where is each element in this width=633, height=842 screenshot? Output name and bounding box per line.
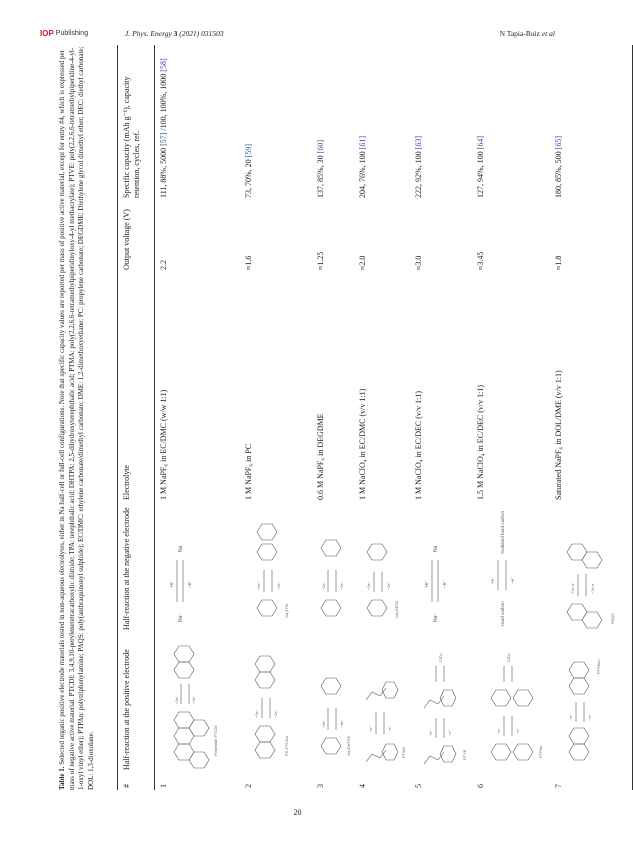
dhtpa-scheme-diagram [316,640,356,770]
svg-text:−2e⁻: −2e⁻ [276,581,281,590]
terephthalate-scheme-diagram [244,505,300,630]
electrolyte-cell: 1 M NaPF₆ in PC [244,443,253,500]
output-voltage-cell: ≈3.0 [414,255,423,270]
capacity-cell [358,48,368,198]
reference-link[interactable]: [61] [358,136,367,150]
svg-text:+4e⁻: +4e⁻ [321,719,326,728]
output-voltage-cell: 2.2 [159,260,168,270]
rotated-table-block [55,40,615,790]
hard-carbon-scheme-diagram [476,505,530,630]
reference-link[interactable]: [63] [414,136,423,150]
row-number: 2 [244,784,253,788]
negative-scheme [316,500,354,630]
output-voltage-cell: ≈1.8 [554,255,563,270]
svg-text:PZ-PTCDA: PZ-PTCDA [284,736,289,756]
svg-text:+2e⁻: +2e⁻ [254,709,259,718]
journal-citation [125,29,500,38]
svg-text:Na₂TPA: Na₂TPA [284,603,289,618]
svg-text:+e⁻: +e⁻ [368,725,373,732]
svg-text:+2e⁻: +2e⁻ [174,695,179,704]
capacity-value: 204, 76%, 100 [358,149,367,198]
positive-scheme [358,630,408,770]
negative-scheme [159,500,199,630]
caption-text: Selected organic positive electrode materials tested in non-aqueous electrolytes, either in Na half-cell or full-cell configurations. Note that specific capacity values are reported per mass of positive active material, except for entry #4, which is expressed per mass of negative active material. PTCDI: 3,4,9,10-perylenetetracarboxylic diimide; TPA: terephthalic acid; DHTPA: 2,5-dihydroxyterephthalic acid; PTMA: poly(2,2,6,6-tetramethylpiperidinyloxy-4-yl methacrylate); PTVE: poly(2,2,6,6-tetramethylpiperidine-4-yl-1-oxyl vinyl ether); PTPAn: polytriphenylamine; PAQS: poly(anthraquinonyl sulphide); EC/DMC: ethylene carbonate/dimethyl carbonate; DME: 1,2-dimethoxyethane; PC: propylene carbonate; DEGDME: Diethylene glycol dimethyl ether; DEC: diethyl carbonate; DOL: 1,3-dioxolane. [58,46,95,790]
table-row [316,45,358,790]
positive-scheme [159,630,221,770]
negative-scheme [244,500,300,630]
capacity-value: 180, 85%, 500 [554,149,563,198]
journal-volume: 3 [173,28,178,38]
svg-text:+2e⁻: +2e⁻ [256,581,261,590]
header-num: # [122,784,131,788]
svg-text:+e⁻: +e⁻ [428,729,433,736]
capacity-value: 127, 94%, 100 [476,149,485,198]
output-voltage-cell: ≈1.6 [244,255,253,270]
ptpan-ether-scheme-diagram [554,640,614,770]
svg-text:+2e⁻: +2e⁻ [321,581,326,590]
capacity-value: 222, 92%, 100 [414,149,423,198]
data-table [117,45,633,790]
svg-text:−e⁻: −e⁻ [187,579,193,588]
dimethylterephthalate-scheme-diagram [358,505,404,630]
page-number: 20 [293,808,302,817]
reference-link[interactable]: [64] [476,136,485,150]
output-voltage-cell: ≈2.0 [358,255,367,270]
capacity-cell [316,48,326,198]
author-line [500,29,555,38]
negative-scheme [476,500,530,630]
paqs-scheme-diagram [554,505,620,630]
caption-label: Table 1. [58,766,66,790]
electrolyte-cell: 1 M NaPF₆ in EC/DMC (w/w 1:1) [159,389,168,500]
row-number: 3 [316,784,325,788]
publishing-word: Publishing [55,29,89,37]
capacity-value: 111, 88%, 5000 [159,145,168,198]
publisher-logo [40,29,125,38]
reference-link[interactable]: [65] [554,136,563,150]
perylene-scheme-diagram [159,640,221,770]
table-caption [58,45,96,790]
row-number: 4 [358,784,367,788]
quinone-scheme-diagram [244,640,302,770]
svg-text:+2n e⁻: +2n e⁻ [570,581,575,594]
header-output: Output voltage (V) [122,209,131,270]
ptma-scheme-diagram [358,640,408,770]
positive-scheme [476,630,548,770]
svg-text:−e⁻: −e⁻ [510,576,515,584]
svg-text:Polyimide PTCDI: Polyimide PTCDI [213,725,218,756]
author-name: N Tapia-Ruiz [499,28,540,38]
reference-link-extra[interactable]: [58] [159,58,168,72]
table-row [244,45,316,790]
na-metal-scheme-diagram [159,510,199,630]
svg-text:Na⁺: Na⁺ [433,612,439,622]
journal-year-article: (2021) 031503 [179,28,224,38]
svg-text:PTPAnn: PTPAnn [596,659,601,674]
svg-text:PTPAn: PTPAn [538,745,543,758]
reference-link[interactable]: [59] [244,144,253,158]
electrolyte-cell: 1 M NaClO₄ in EC/DMC (v/v 1:1) [358,388,367,500]
svg-text:−2e⁻: −2e⁻ [386,581,391,590]
electrolyte-cell: 1.5 M NaClO₄ in EC/DEC (v/v 1:1) [476,384,485,500]
svg-text:−2e⁻: −2e⁻ [273,709,278,718]
svg-text:Sodiated hard carbon: Sodiated hard carbon [500,510,505,554]
table-row [155,45,244,790]
reference-link[interactable]: [60] [316,140,325,154]
svg-text:−e⁻: −e⁻ [587,713,592,720]
capacity-cell [554,48,564,198]
capacity-value: 73, 70%, 20 [244,157,253,198]
output-voltage-cell: ≈3.45 [476,251,485,270]
ptve-scheme-diagram [414,640,472,770]
svg-text:−4e⁻: −4e⁻ [339,719,344,728]
dhtpa-anode-scheme-diagram [316,505,354,630]
capacity-value-extra: /100, 100%, 1000 [159,71,168,133]
svg-text:−e⁻: −e⁻ [447,729,452,736]
svg-text:PAQS: PAQS [610,613,615,624]
ptpan-scheme-diagram [476,640,548,770]
running-header [40,26,555,40]
svg-text:+2e⁻: +2e⁻ [366,581,371,590]
header-positive: Half-reaction at the positive electrode [122,649,131,770]
positive-scheme [414,630,472,770]
svg-text:ClO₄⁻: ClO₄⁻ [506,651,511,662]
svg-text:Na: Na [178,545,184,552]
row-number: 7 [554,784,563,788]
svg-text:−2e⁻: −2e⁻ [191,695,196,704]
svg-text:Na: Na [433,545,439,552]
na-metal-scheme-diagram [414,510,454,630]
capacity-cell [476,48,486,198]
svg-text:PTVE: PTVE [462,749,467,760]
negative-scheme [414,500,454,630]
svg-text:PTMA: PTMA [401,746,406,758]
capacity-cell [159,48,169,198]
header-electrolyte: Electrolyte [122,464,131,500]
negative-scheme [554,500,620,630]
svg-text:+e⁻: +e⁻ [424,579,430,588]
positive-scheme [244,630,302,770]
svg-text:Na₂DBTA: Na₂DBTA [394,600,399,618]
svg-text:+e⁻: +e⁻ [568,713,573,720]
table-row [414,45,476,790]
svg-text:Na₄DHTPA: Na₄DHTPA [346,735,351,756]
iop-brand: IOP [40,28,54,38]
positive-scheme [316,630,356,770]
row-number: 6 [476,784,485,788]
table-row [554,45,632,790]
electrolyte-cell: 0.6 M NaPF₆ in DEGDME [316,413,325,500]
journal-name: J. Phys. Energy [125,28,172,38]
electrolyte-cell: 1 M NaClO₄ in EC/DEC (v/v 1:1) [414,390,423,500]
capacity-cell [414,48,424,198]
svg-text:−e⁻: −e⁻ [387,725,392,732]
header-capacity: Specific capacity (mAh g⁻¹), capacity retention, cycles, ref. [122,76,141,198]
positive-scheme [554,630,614,770]
svg-text:ClO₄⁻: ClO₄⁻ [438,651,443,662]
svg-text:−2n e⁻: −2n e⁻ [590,581,595,594]
negative-scheme [358,500,404,630]
header-negative: Half-reaction at the negative electrode [122,507,131,630]
table-row [476,45,554,790]
output-voltage-cell: ≈1.25 [316,251,325,270]
svg-text:+e⁻: +e⁻ [496,727,501,734]
capacity-value: 137, 85%, 30 [316,153,325,198]
svg-text:+e⁻: +e⁻ [169,579,175,588]
table-row [358,45,414,790]
svg-text:−2e⁻: −2e⁻ [339,581,344,590]
svg-text:+e⁻: +e⁻ [490,576,495,584]
capacity-cell [244,48,254,198]
electrolyte-cell: Saturated NaPF₆ in DOL/DME (v/v 1:1) [554,370,563,500]
table-header-row [118,45,154,790]
row-number: 1 [159,784,168,788]
svg-text:−e⁻: −e⁻ [515,727,520,734]
et-al: et al [541,28,555,38]
reference-link[interactable]: [57] [159,132,168,146]
svg-text:Hard carbon: Hard carbon [500,601,505,626]
svg-text:Na⁺: Na⁺ [178,612,184,622]
svg-text:−e⁻: −e⁻ [442,579,448,588]
row-number: 5 [414,784,423,788]
